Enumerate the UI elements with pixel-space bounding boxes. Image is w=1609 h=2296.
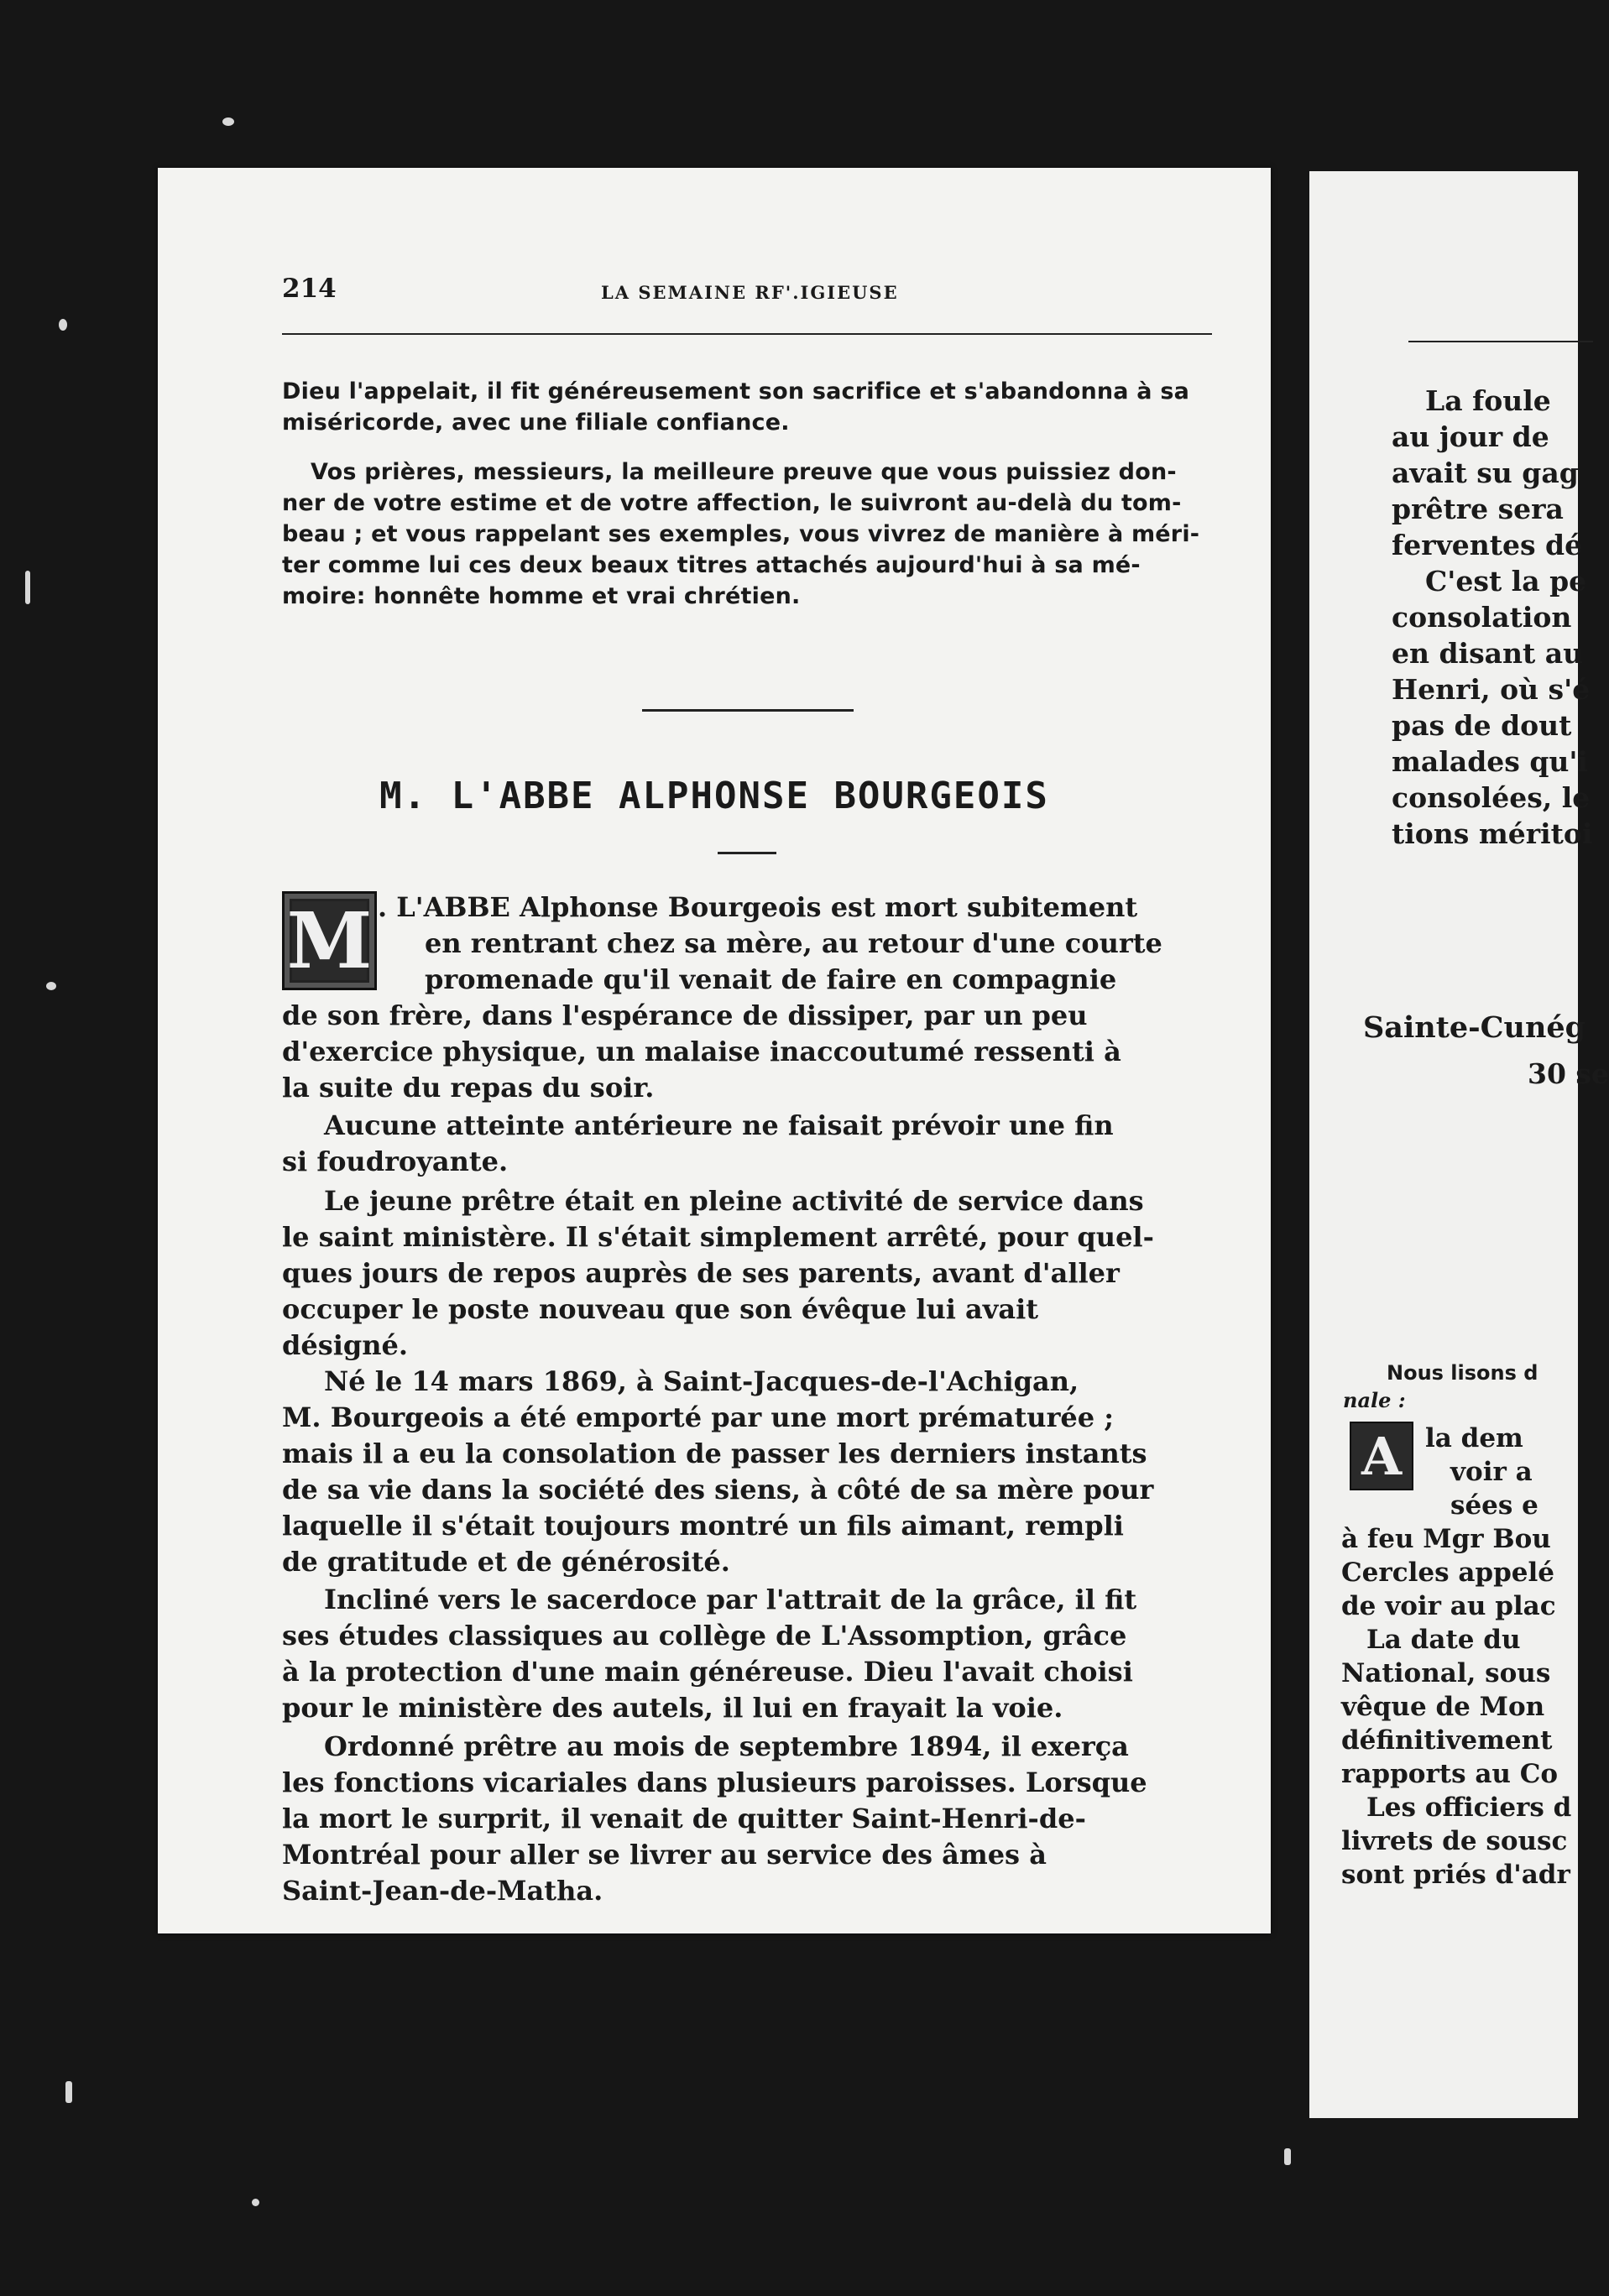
film-speck <box>65 2081 72 2103</box>
drop-cap-initial: M <box>282 891 377 990</box>
text-line: rapports au Co <box>1341 1759 1559 1789</box>
text-line: définitivement <box>1341 1725 1553 1756</box>
title-underline <box>718 852 776 854</box>
text-line: voir a <box>1450 1457 1533 1487</box>
facing-drop-cap: A <box>1350 1422 1413 1490</box>
text-line: beau ; et vous rappelant ses exemples, vous vivrez de manière à méri- <box>282 521 1200 547</box>
intro-paragraph-1 <box>282 376 1189 438</box>
facing-dateline: 30 se <box>1528 1057 1609 1090</box>
text-line: avait su gag <box>1392 457 1579 489</box>
page-header <box>282 274 1214 307</box>
text-line: occuper le poste nouveau que son évêque lui avait <box>282 1293 1039 1325</box>
text-line: à feu Mgr Bou <box>1341 1524 1551 1554</box>
article-paragraph-4 <box>282 1364 1153 1580</box>
film-speck <box>252 2199 259 2206</box>
facing-heading: Sainte-Cunég <box>1363 1010 1586 1045</box>
header-rule <box>282 333 1212 335</box>
film-speck <box>25 571 30 604</box>
film-speck <box>59 319 67 331</box>
text-line: ses études classiques au collège de L'Assomption, grâce <box>282 1620 1127 1652</box>
text-line: la suite du repas du soir. <box>282 1072 655 1104</box>
text-line: Henri, où s'é <box>1392 673 1591 706</box>
facing-intro: Nous lisons d <box>1387 1361 1538 1385</box>
text-line: d'exercice physique, un malaise inaccoutumé ressenti à <box>282 1036 1121 1067</box>
text-line: C'est la pe <box>1425 565 1587 597</box>
text-line: Les officiers d <box>1366 1792 1572 1823</box>
text-line: Aucune atteinte antérieure ne faisait prévoir une fin <box>324 1109 1114 1141</box>
text-line: sées e <box>1450 1490 1538 1521</box>
facing-header-rule <box>1408 341 1593 342</box>
text-line: Cercles appelé <box>1341 1558 1555 1588</box>
text-line: au jour de <box>1392 420 1549 453</box>
text-line: Saint-Jean-de-Matha. <box>282 1875 603 1907</box>
text-line: Le jeune prêtre était en pleine activité de service dans <box>324 1185 1144 1217</box>
text-line: de gratitude et de générosité. <box>282 1546 730 1578</box>
text-line: Vos prières, messieurs, la meilleure preuve que vous puissiez don- <box>311 459 1177 485</box>
text-line: ner de votre estime et de votre affection, le suivront au-delà du tom- <box>282 490 1182 516</box>
text-line: consolées, le <box>1392 781 1591 814</box>
text-line: sont priés d'adr <box>1341 1860 1570 1890</box>
article-title: M. L'ABBE ALPHONSE BOURGEOIS <box>379 775 1049 817</box>
article-paragraph-3 <box>282 1183 1154 1364</box>
text-line: National, sous <box>1341 1658 1551 1688</box>
page-number: 214 <box>282 274 337 304</box>
text-line: désigné. <box>282 1329 409 1361</box>
facing-intro-2: nale : <box>1343 1388 1406 1412</box>
article-paragraph-1 <box>282 890 1162 1106</box>
text-line: laquelle il s'était toujours montré un fils aimant, rempli <box>282 1510 1124 1542</box>
text-line: M. Bourgeois a été emporté par une mort prématurée ; <box>282 1401 1115 1433</box>
text-line: tions méritoi <box>1392 817 1593 850</box>
text-line: La date du <box>1366 1625 1521 1655</box>
film-speck <box>46 982 56 990</box>
text-line: livrets de sousc <box>1341 1826 1568 1856</box>
facing-block-1 <box>1392 383 1592 852</box>
article-paragraph-2 <box>282 1108 1114 1180</box>
text-line: vêque de Mon <box>1341 1692 1545 1722</box>
text-line: de sa vie dans la société des siens, à côté de sa mère pour <box>282 1474 1154 1505</box>
text-line: Dieu l'appelait, il fit généreusement son sacrifice et s'abandonna à sa <box>282 378 1190 404</box>
text-line: promenade qu'il venait de faire en compagnie <box>425 963 1117 995</box>
text-line: Montréal pour aller se livrer au service des âmes à <box>282 1839 1047 1871</box>
text-line: miséricorde, avec une filiale confiance. <box>282 410 790 436</box>
text-line: ter comme lui ces deux beaux titres attachés aujourd'hui à sa mé- <box>282 552 1141 578</box>
text-line: moire: honnête homme et vrai chrétien. <box>282 583 801 609</box>
text-line: la mort le surprit, il venait de quitter Saint-Henri-de- <box>282 1803 1086 1834</box>
text-line: en rentrant chez sa mère, au retour d'une courte <box>425 927 1162 959</box>
document-page <box>158 168 1271 1933</box>
film-speck <box>1284 2148 1291 2165</box>
text-line: de voir au plac <box>1341 1591 1556 1621</box>
section-divider <box>642 709 854 712</box>
text-line: ques jours de repos auprès de ses parents, avant d'aller <box>282 1257 1120 1289</box>
article-paragraph-6 <box>282 1729 1147 1909</box>
text-line: ferventes dé <box>1392 529 1583 561</box>
text-line: Ordonné prêtre au mois de septembre 1894, il exerça <box>324 1730 1129 1762</box>
text-line: pour le ministère des autels, il lui en frayait la voie. <box>282 1692 1063 1724</box>
text-line: Incliné vers le sacerdoce par l'attrait de la grâce, il fit <box>324 1584 1137 1615</box>
text-line: en disant au <box>1392 637 1584 670</box>
running-head: LA SEMAINE RF'.IGIEUSE <box>601 282 899 303</box>
text-line: les fonctions vicariales dans plusieurs paroisses. Lorsque <box>282 1766 1147 1798</box>
text-line: consolation <box>1392 601 1572 634</box>
text-line: si foudroyante. <box>282 1145 509 1177</box>
intro-paragraph-2 <box>282 457 1199 612</box>
text-line: . L'ABBE Alphonse Bourgeois est mort subitement <box>378 891 1138 923</box>
text-line: prêtre sera <box>1392 493 1564 525</box>
text-line: pas de dout <box>1392 709 1572 742</box>
text-line: la dem <box>1425 1423 1523 1453</box>
article-paragraph-5 <box>282 1582 1136 1726</box>
film-speck <box>222 117 234 126</box>
text-line: le saint ministère. Il s'était simplement arrêté, pour quel- <box>282 1221 1154 1253</box>
text-line: de son frère, dans l'espérance de dissiper, par un peu <box>282 999 1088 1031</box>
text-line: à la protection d'une main généreuse. Dieu l'avait choisi <box>282 1656 1133 1688</box>
text-line: mais il a eu la consolation de passer les derniers instants <box>282 1438 1147 1469</box>
text-line: malades qu'i <box>1392 745 1589 778</box>
facing-block-4 <box>1341 1422 1571 1892</box>
facing-page <box>1309 171 1609 2118</box>
text-line: La foule <box>1425 384 1551 417</box>
text-line: Né le 14 mars 1869, à Saint-Jacques-de-l'Achigan, <box>324 1365 1079 1397</box>
